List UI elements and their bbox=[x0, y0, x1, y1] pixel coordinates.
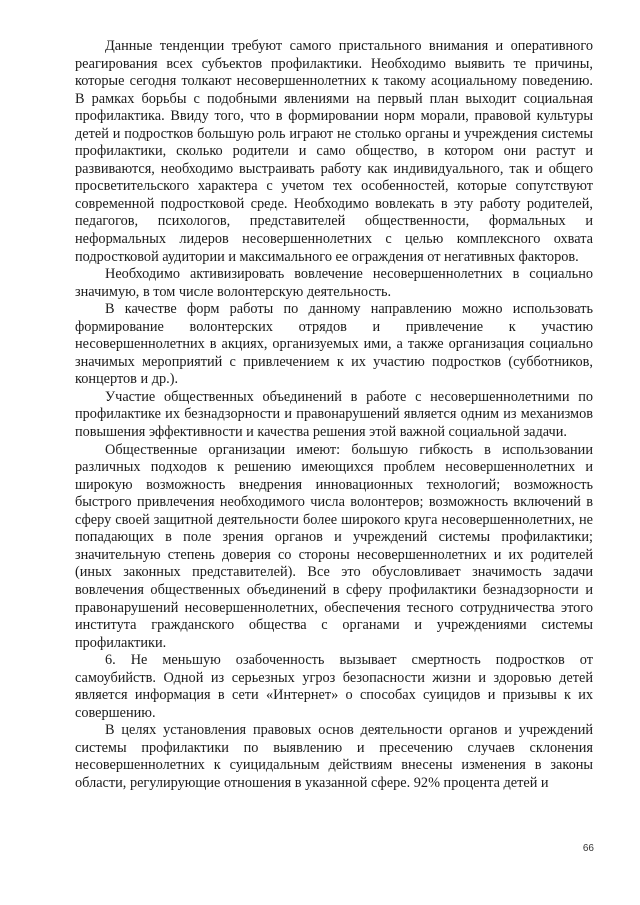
body-text bbox=[75, 38, 593, 793]
paragraph-1: Данные тенденции требуют самого пристального внимания и оперативного реагирования всех субъектов профилактики. Необходимо выявить те причины, которые сегодня толкают несовершеннолетних к такому асоциальному поведению. В рамках борьбы с подобными явлениями на первый план выходит социальная профилактика. Ввиду того, что в формировании норм морали, правовой культуры детей и подростков большую роль играют не столько органы и учреждения системы профилактики, сколько родители и само общество, в котором они растут и развиваются, необходимо выстраивать работу как индивидуального, так и общего просветительского характера с учетом тех особенностей, которые сопутствуют современной подростковой среде. Необходимо вовлекать в эту работу родителей, педагогов, психологов, представителей общественности, формальных и неформальных лидеров несовершеннолетних с целью комплексного охвата подростковой аудитории и максимального ее ограждения от негативных факторов. bbox=[75, 38, 593, 265]
paragraph-3: В качестве форм работы по данному направлению можно использовать формирование волонтерских отрядов и привлечение к участию несовершеннолетних в акциях, организуемых ими, а также организация социально значимых мероприятий с привлечением к их участию подростков (субботников, концертов и др.). bbox=[75, 301, 593, 388]
paragraph-5: Общественные организации имеют: большую гибкость в использовании различных подходов к решению имеющихся проблем несовершеннолетних и широкую возможность внедрения инновационных технологий; возможность быстрого привлечения необходимого числа волонтеров; возможность включений в сферу своей защитной деятельности более широкого круга несовершеннолетних, не попадающих в поле зрения органов и учреждений системы профилактики; значительную степень доверия со стороны несовершеннолетних и их родителей (иных законных представителей). Все это обусловливает значимость задачи вовлечения общественных объединений в сферу профилактики безнадзорности и правонарушений несовершеннолетних, обеспечения тесного сотрудничества этого института гражданского общества с органами и учреждениями системы профилактики. bbox=[75, 441, 593, 651]
paragraph-7: В целях установления правовых основ деятельности органов и учреждений системы профилактики по выявлению и пресечению случаев склонения несовершеннолетних к суицидальным действиям внесены изменения в законы области, регулирующие отношения в указанной сфере. 92% процента детей и bbox=[75, 722, 593, 791]
paragraph-4: Участие общественных объединений в работе с несовершеннолетними по профилактике их безнадзорности и правонарушений является одним из механизмов повышения эффективности и качества решения этой важной социальной задачи. bbox=[75, 388, 593, 441]
page-number: 66 bbox=[582, 843, 594, 854]
paragraph-6: 6. Не меньшую озабоченность вызывает смертность подростков от самоубийств. Одной из серьезных угроз безопасности жизни и здоровью детей является информация в сети «Интернет» о способах суицидов и призывы к их совершению. bbox=[75, 652, 593, 721]
paragraph-2: Необходимо активизировать вовлечение несовершеннолетних в социально значимую, в том числе волонтерскую деятельность. bbox=[75, 266, 593, 300]
